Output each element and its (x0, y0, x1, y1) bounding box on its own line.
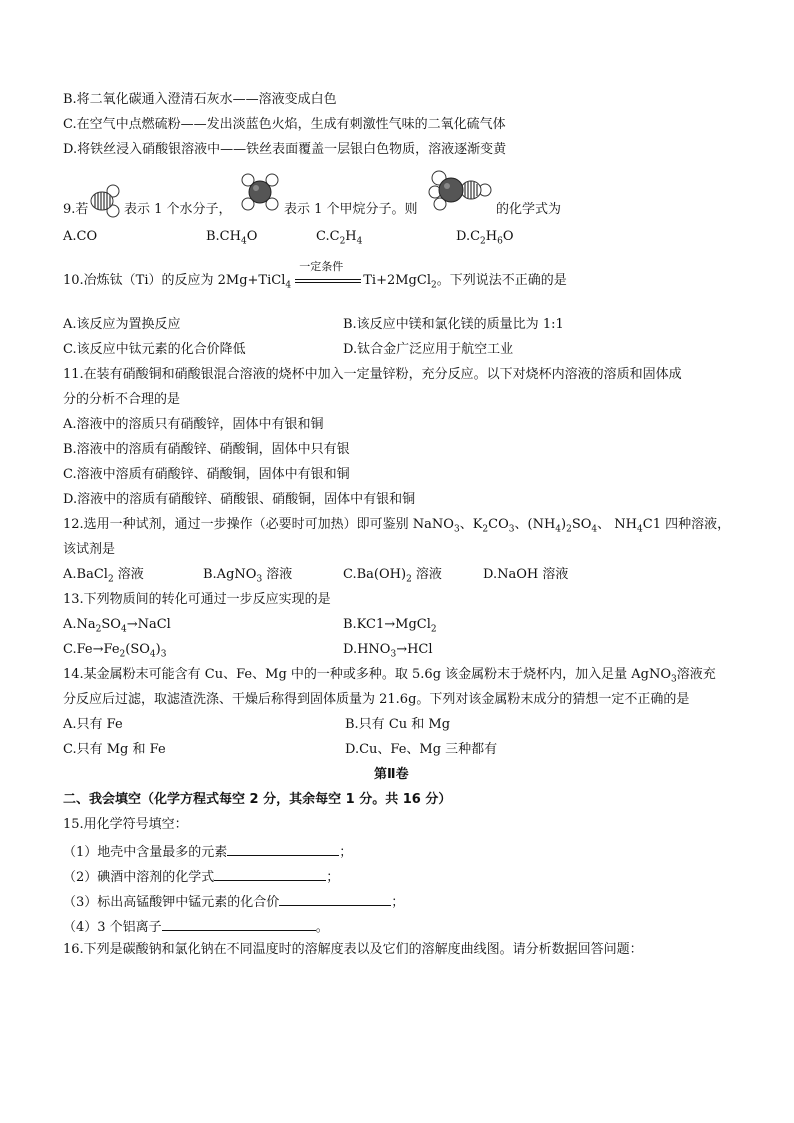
q15-item-1: （1）地壳中含量最多的元素 ； (63, 841, 352, 862)
q16-stem: 16.下列是碳酸钠和氯化钠在不同温度时的溶解度表以及它们的溶解度曲线图。请分析数据回答问题： (63, 942, 643, 957)
q14-stem-line2: 分反应后过滤，取滤渣洗涤、干燥后称得到固体质量为 21.6g。下列对该金属粉末成分的猜想一定不正确的是 (63, 692, 690, 707)
q13-option-b: B.KC1→MgCl$_2$ (343, 617, 437, 635)
q11-option-a: A.溶液中的溶质只有硝酸锌，固体中有银和铜 (63, 417, 324, 432)
answer-blank-4[interactable] (162, 916, 316, 931)
q13-stem: 13.下列物质间的转化可通过一步反应实现的是 (63, 592, 331, 607)
unknown-molecule-icon (428, 170, 492, 212)
q15-stem: 15.用化学符号填空： (63, 817, 188, 832)
q9-text-1: 表示 1 个水分子， (124, 202, 232, 217)
q8-option-c: C.在空气中点燃硫粉——发出淡蓝色火焰，生成有刺激性气味的二氧化硫气体 (63, 117, 506, 132)
q11-option-d: D.溶液中的溶质有硝酸锌、硝酸银、硝酸铜，固体中有银和铜 (63, 492, 416, 507)
q10-stem: 10.冶炼钛（Ti）的反应为 2Mg+TiCl$_4$ 一定条件 Ti+2MgCl$_2$。下列说法不正确的是 (63, 260, 567, 291)
volume-title: 第Ⅱ卷 (374, 767, 409, 782)
q14-stem-line1: 14.某金属粉末可能含有 Cu、Fe、Mg 中的一种或多种。取 5.6g 该金属粉末于烧杯内，加入足量 AgNO$_3$溶液充 (63, 667, 716, 685)
q13-option-c: $C.Fe\to Fe_2(SO_4)_3$ (63, 642, 167, 660)
q13-option-a: $A.Na_2SO_4\to NaCl$ (63, 617, 171, 635)
q8-option-b: B.将二氧化碳通入澄清石灰水——溶液变成白色 (63, 92, 337, 107)
q9-option-c: $C.C_2H_4$ (316, 229, 363, 247)
q11-option-b: B.溶液中的溶质有硝酸锌、硝酸铜，固体中只有银 (63, 442, 350, 457)
q11-stem-line2: 分的分析不合理的是 (63, 392, 181, 407)
q11-option-c: C.溶液中溶质有硝酸锌、硝酸铜，固体中有银和铜 (63, 467, 350, 482)
q10-option-b: B.该反应中镁和氯化镁的质量比为 1:1 (343, 317, 564, 332)
section-title: 二、我会填空（化学方程式每空 2 分，其余每空 1 分。共 16 分） (63, 792, 452, 807)
q10-option-c: C.该反应中钛元素的化合价降低 (63, 342, 246, 357)
q10-option-a: A.该反应为置换反应 (63, 317, 181, 332)
q14-option-c: C.只有 Mg 和 Fe (63, 742, 166, 757)
methane-molecule-icon (240, 172, 280, 212)
q12-stem-line2: 该试剂是 (63, 542, 116, 557)
q9-option-d: $D.C_2H_6O$ (456, 229, 514, 247)
q12-option-a: A.BaCl$_2$ 溶液 (63, 567, 144, 585)
answer-blank-2[interactable] (214, 866, 326, 881)
reaction-condition: 一定条件 (299, 260, 344, 273)
q9-text-3: 的化学式为 (496, 202, 562, 217)
q15-item-4: （4）3 个铝离子 。 (63, 916, 329, 937)
q14-option-b: B.只有 Cu 和 Mg (345, 717, 451, 732)
q9-option-b: $B.CH_4O$ (206, 229, 258, 247)
q12-option-d: D.NaOH 溶液 (483, 567, 569, 582)
q12-stem-line1: 12.选用一种试剂，通过一步操作（必要时可加热）即可鉴别 NaNO$_3$、$K_2CO_3$、$(NH_4)_2SO_4$、 $NH_4C1$ 四种溶液， (63, 517, 731, 535)
q13-option-d: $D.HNO_3\to HCl$ (343, 642, 433, 660)
q9-prefix: 9.若 (63, 202, 89, 217)
q9-text-2: 表示 1 个甲烷分子。则 (284, 202, 418, 217)
q8-option-d: D.将铁丝浸入硝酸银溶液中——铁丝表面覆盖一层银白色物质，溶液逐渐变黄 (63, 142, 507, 157)
q15-item-3: （3）标出高锰酸钾中锰元素的化合价 ； (63, 891, 404, 912)
q11-stem-line1: 11.在装有硝酸铜和硝酸银混合溶液的烧杯中加入一定量锌粉，充分反应。以下对烧杯内溶液的溶质和固体成 (63, 367, 682, 382)
water-molecule-icon (89, 183, 123, 219)
q12-option-b: B.AgNO$_3$ 溶液 (203, 567, 293, 585)
q9-option-a: A.CO (63, 229, 98, 244)
answer-blank-1[interactable] (227, 841, 339, 856)
q12-option-c: $C.Ba(OH)_2$ 溶液 (343, 567, 442, 585)
q10-option-d: D.钛合金广泛应用于航空工业 (343, 342, 514, 357)
reaction-arrow (295, 260, 363, 290)
answer-blank-3[interactable] (279, 891, 391, 906)
q14-option-d: D.Cu、Fe、Mg 三种都有 (345, 742, 498, 757)
q14-option-a: A.只有 Fe (63, 717, 123, 732)
q15-item-2: （2）碘酒中溶剂的化学式 ； (63, 866, 339, 887)
